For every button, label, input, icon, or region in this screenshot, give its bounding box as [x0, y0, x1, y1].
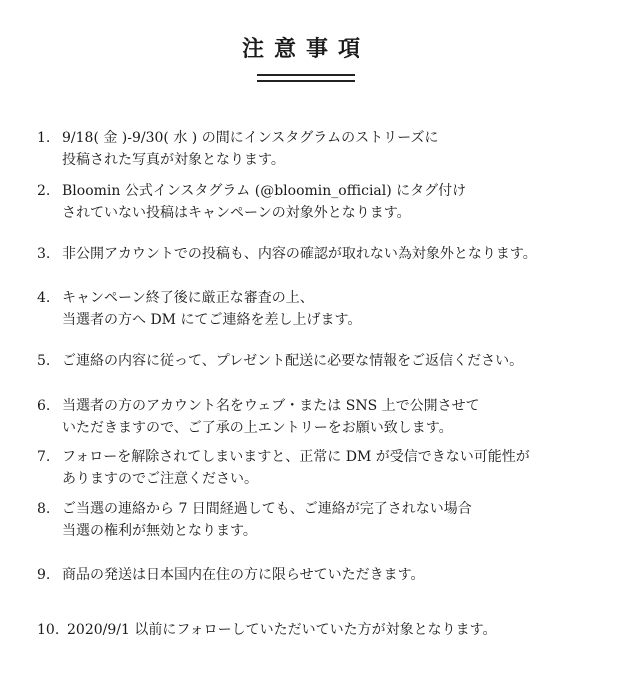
title-underline-bottom: [257, 80, 355, 82]
title-underline-top: [257, 74, 355, 76]
item-text-line-1: 2020/9/1 以前にフォローしていただいていた方が対象となります。: [67, 622, 497, 638]
item-number: 10.: [37, 622, 60, 638]
item-number: 3.: [37, 246, 51, 262]
item-number: 5.: [37, 353, 51, 369]
item-text-line-1: ご当選の連絡から 7 日間経過しても、ご連絡が完了されない場合: [62, 501, 472, 517]
item-text-line-1: ご連絡の内容に従って、プレゼント配送に必要な情報をご返信ください。: [62, 353, 524, 369]
item-number: 6.: [37, 398, 51, 414]
item-text-line-2: 当選の権利が無効となります。: [62, 523, 257, 539]
item-number: 4.: [37, 290, 51, 306]
item-text-line-2: ありますのでご注意ください。: [62, 471, 258, 487]
item-number: 8.: [37, 501, 51, 517]
item-text-line-2: いただきますので、ご了承の上エントリーをお願い致します。: [62, 420, 453, 436]
item-text-line-1: 非公開アカウントでの投稿も、内容の確認が取れない為対象外となります。: [62, 246, 537, 262]
item-number: 1.: [37, 130, 51, 146]
item-text-line-1: Bloomin 公式インスタグラム (@bloomin_official) にタグ付け: [62, 183, 467, 199]
item-text-line-1: フォローを解除されてしまいますと、正常に DM が受信できない可能性が: [62, 449, 530, 465]
item-text-line-1: 9/18( 金 )-9/30( 水 ) の間にインスタグラムのストリーズに: [62, 130, 439, 146]
item-number: 7.: [37, 449, 51, 465]
item-number: 2.: [37, 183, 51, 199]
item-number: 9.: [37, 567, 51, 583]
item-text-line-2: 投稿された写真が対象となります。: [62, 152, 285, 168]
item-text-line-2: されていない投稿はキャンペーンの対象外となります。: [62, 205, 411, 221]
item-text-line-2: 当選者の方へ DM にてご連絡を差し上げます。: [62, 312, 362, 328]
item-text-line-1: 商品の発送は日本国内在住の方に限らせていただきます。: [62, 567, 425, 583]
item-text-line-1: キャンペーン終了後に厳正な審査の上、: [62, 290, 314, 306]
item-text-line-1: 当選者の方のアカウント名をウェブ・または SNS 上で公開させて: [62, 398, 480, 414]
page-title: 注意事項: [241, 36, 370, 62]
